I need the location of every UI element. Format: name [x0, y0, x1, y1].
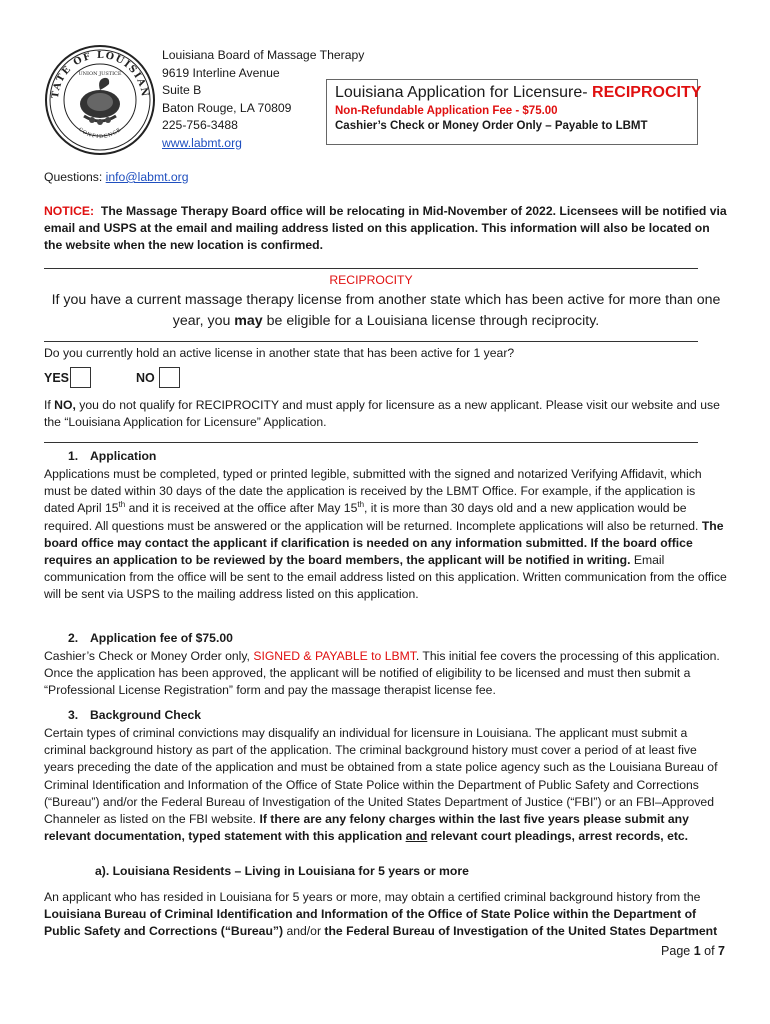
- page-number: Page 1 of 7: [661, 944, 725, 958]
- address-line: 9619 Interline Avenue: [162, 65, 280, 80]
- section-3a-text: An applicant who has resided in Louisiana for 5 years or more, may obtain a certified criminal background history from the Louisiana Bureau of Criminal Identification and Information of the Office of State Police within the Department of Public Safety and Corrections (“Bureau”) and/or the Federal Bureau of Investigation of the United States Department: [44, 890, 718, 939]
- section-2-title: Application fee of $75.00: [90, 631, 233, 645]
- yes-label: YES: [44, 371, 70, 385]
- section-3-number: 3.: [68, 708, 79, 722]
- section-3-text: Certain types of criminal convictions may disqualify an individual for licensure in Louisiana. The applicant must submit a criminal background history as part of the application. The criminal background history must cover a period of at least five years preceding the date of the application and must be obtained from a state police agency such as the Louisiana Bureau of Criminal Identification and Information of the Office of State Police within the Department of Public Safety and Corrections (“Bureau”) and/or the Federal Bureau of Investigation of the United States Department of Justice (“FBI”) or an FBI–Approved Channeler as listed on the FBI website. If there are any felony charges within the last five years please submit any relevant documentation, typed statement with this application and relevant court pleadings, arrest records, etc.: [44, 726, 718, 844]
- divider: [44, 341, 698, 342]
- address-line: Louisiana Board of Massage Therapy: [162, 48, 365, 62]
- no-label: NO: [136, 371, 155, 385]
- section-1-title: Application: [90, 449, 157, 463]
- section-2-text: Cashier’s Check or Money Order only, SIGNED & PAYABLE to LBMT. This initial fee covers the processing of this application. Once the application has been approved, the applicant will be notified of eligibility to be licensed and must then submit a “Professional License Registration” form and pay the massage therapist license fee.: [44, 649, 720, 698]
- title-reciprocity: RECIPROCITY: [592, 84, 702, 101]
- reciprocity-intro: If you have a current massage therapy license from another state which has been active for more than one year, you may be eligible for a Louisiana license through reciprocity.: [51, 292, 721, 329]
- notice-label: NOTICE:: [44, 204, 95, 218]
- website-link[interactable]: www.labmt.org: [162, 135, 242, 150]
- louisiana-state-seal: [44, 44, 156, 156]
- application-title: Louisiana Application for Licensure- RECIPROCITY: [335, 84, 702, 101]
- application-fee: Non-Refundable Application Fee - $75.00: [335, 105, 558, 117]
- application-title-box: [326, 79, 702, 145]
- seal-inner-text: UNION JUSTICE: [78, 71, 122, 77]
- section-3-title: Background Check: [90, 708, 202, 722]
- section-2-number: 2.: [68, 631, 79, 645]
- section-1-text: Applications must be completed, typed or printed legible, submitted with the signed and notarized Verifying Affidavit, which must be dated within 30 days of the date the application is received by the LBMT Office. For example, if the application is dated April 15th and it is received at the office after May 15th, it is more than 30 days old and a new application would be required. All questions must be answered or the application will be returned. Incomplete applications will also be returned. The board office may contact the applicant if clarification is needed on any information submitted. If the board office requires an application to be reviewed by the board members, the applicant will be notified in writing. Email communication from the office will be sent to the email address listed on this application. Written communication from the office will be sent via USPS to the mailing address listed on this application.: [44, 467, 727, 602]
- address-line: Baton Rouge, LA 70809: [162, 100, 292, 115]
- yes-checkbox[interactable]: [70, 367, 91, 388]
- address-line: 225-756-3488: [162, 118, 238, 132]
- seal-top-text: TATE OF LOUISIAN: [49, 49, 151, 100]
- reciprocity-heading: RECIPROCITY: [329, 273, 413, 287]
- address-line: Suite B: [162, 83, 202, 97]
- active-license-question: Do you currently hold an active license in another state that has been active for 1 year?: [44, 346, 515, 360]
- questions-line: Questions: info@labmt.org: [44, 170, 189, 184]
- if-no-paragraph: If NO, you do not qualify for RECIPROCITY and must apply for licensure as a new applicant. Please visit our website and use the “Louisiana Application for Licensure” Application.: [44, 398, 720, 430]
- notice-text: The Massage Therapy Board office will be relocating in Mid-November of 2022. Licensees will be notified via email and USPS at the email and mailing address listed on this application. This information will also be located on the website when the new location is confirmed.: [44, 204, 727, 252]
- email-link[interactable]: info@labmt.org: [105, 170, 189, 184]
- divider: [44, 268, 698, 269]
- seal-bottom-text: CONFIDENCE: [77, 126, 123, 141]
- no-checkbox[interactable]: [159, 367, 180, 388]
- relocation-notice: [44, 203, 728, 254]
- divider: [44, 442, 698, 443]
- payment-method: Cashier’s Check or Money Order Only – Payable to LBMT: [335, 120, 648, 132]
- section-1-number: 1.: [68, 449, 79, 463]
- section-3a-title: a). Louisiana Residents – Living in Louisiana for 5 years or more: [95, 864, 469, 878]
